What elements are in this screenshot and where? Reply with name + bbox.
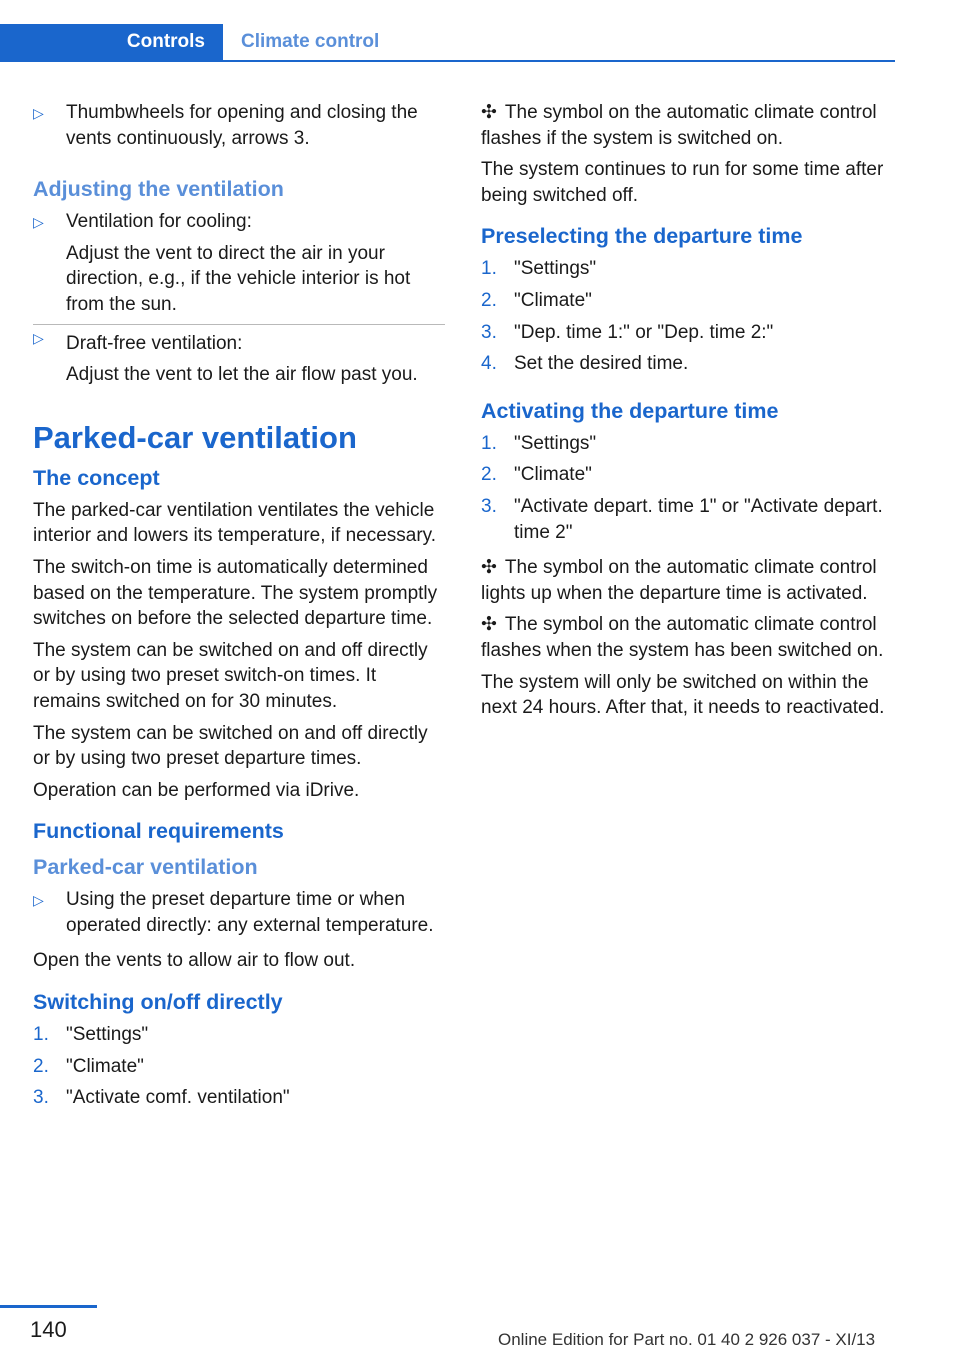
list-item: 2. "Climate" — [481, 464, 592, 486]
triangle-bullet-icon: ▷ — [33, 105, 44, 121]
page-header — [0, 24, 895, 62]
list-item: ▷ Ventilation for cooling: Adjust the vent to direct the air in your direction, e.g., if the vehicle interior is hot from the sun. — [33, 211, 411, 315]
list-item: 2. "Climate" — [481, 289, 592, 311]
triangle-bullet-icon: ▷ — [33, 892, 44, 909]
list-item: ▷ Thumbwheels for opening and closing the vents continuously, arrows 3. — [33, 102, 418, 149]
paragraph: The system continues to run for some time after being switched off. — [481, 159, 884, 206]
paragraph: ✣ The symbol on the automatic climate control flashes when the system has been switched on. — [481, 614, 884, 661]
footer-divider — [0, 1305, 97, 1308]
paragraph: The system can be switched on and off directly or by using two preset departure times. — [33, 722, 428, 770]
adjusting-list — [33, 209, 445, 394]
intro-bullet-list — [33, 100, 445, 157]
switching-heading: Switching on/off directly — [33, 990, 283, 1015]
switching-steps — [33, 1022, 445, 1117]
preselect-steps — [481, 256, 893, 382]
edition-note: Online Edition for Part no. 01 40 2 926 037 - XI/13 — [498, 1330, 876, 1349]
functional-heading: Functional requirements — [33, 819, 284, 844]
header-section-tab: Controls — [0, 24, 223, 60]
list-item: 3. "Dep. time 1:" or "Dep. time 2:" — [481, 321, 774, 343]
fan-icon: ✣ — [481, 557, 497, 579]
paragraph: ✣ The symbol on the automatic climate control flashes if the system is switched on. — [481, 102, 877, 149]
preselect-heading: Preselecting the departure time — [481, 224, 803, 249]
list-item: 3. "Activate depart. time 1" or "Activate depart. time 2" — [481, 495, 883, 543]
fan-icon: ✣ — [481, 614, 497, 636]
paragraph: Open the vents to allow air to flow out. — [33, 950, 356, 972]
activate-steps — [481, 431, 893, 551]
paragraph: The parked-car ventilation ventilates the vehicle interior and lowers its temperature, if necessary. — [33, 499, 437, 547]
functional-list — [33, 887, 445, 944]
paragraph: The system will only be switched on within the next 24 hours. After that, it needs to reactivated. — [481, 671, 885, 719]
list-item: ▷ Draft-free ventilation: Adjust the vent to let the air flow past you. — [33, 324, 445, 394]
right-column — [481, 100, 893, 727]
header-chapter-tab: Climate control — [241, 31, 380, 52]
fan-icon: ✣ — [481, 102, 497, 123]
functional-subheading: Parked-car ventilation — [33, 855, 258, 880]
paragraph: The switch-on time is automatically determined based on the temperature. The system promptly switches on before the selected departure time. — [33, 556, 438, 630]
paragraph: ✣ The symbol on the automatic climate control lights up when the departure time is activated. — [481, 557, 877, 604]
left-column — [33, 100, 445, 1121]
page-number: 140 — [30, 1317, 67, 1342]
list-item: 3. "Activate comf. ventilation" — [33, 1087, 290, 1109]
list-item: 1. "Settings" — [481, 432, 597, 454]
list-item: 1. "Settings" — [33, 1024, 149, 1046]
list-item: 1. "Settings" — [481, 258, 597, 280]
list-item: 2. "Climate" — [33, 1055, 144, 1077]
list-item: ▷ Using the preset departure time or when operated directly: any external temperature. — [33, 889, 434, 936]
triangle-bullet-icon: ▷ — [33, 214, 44, 231]
activate-heading: Activating the departure time — [481, 398, 779, 423]
concept-heading: The concept — [33, 465, 160, 490]
paragraph: The system can be switched on and off directly or by using two preset switch-on times. It remains switched on for 30 minutes. — [33, 639, 428, 712]
page-title: Parked-car ventilation — [33, 419, 357, 455]
header-divider — [0, 60, 895, 62]
triangle-bullet-icon: ▷ — [33, 329, 44, 346]
list-item: 4. Set the desired time. — [481, 353, 689, 375]
paragraph: Operation can be performed via iDrive. — [33, 779, 360, 801]
adjusting-heading: Adjusting the ventilation — [33, 177, 284, 202]
